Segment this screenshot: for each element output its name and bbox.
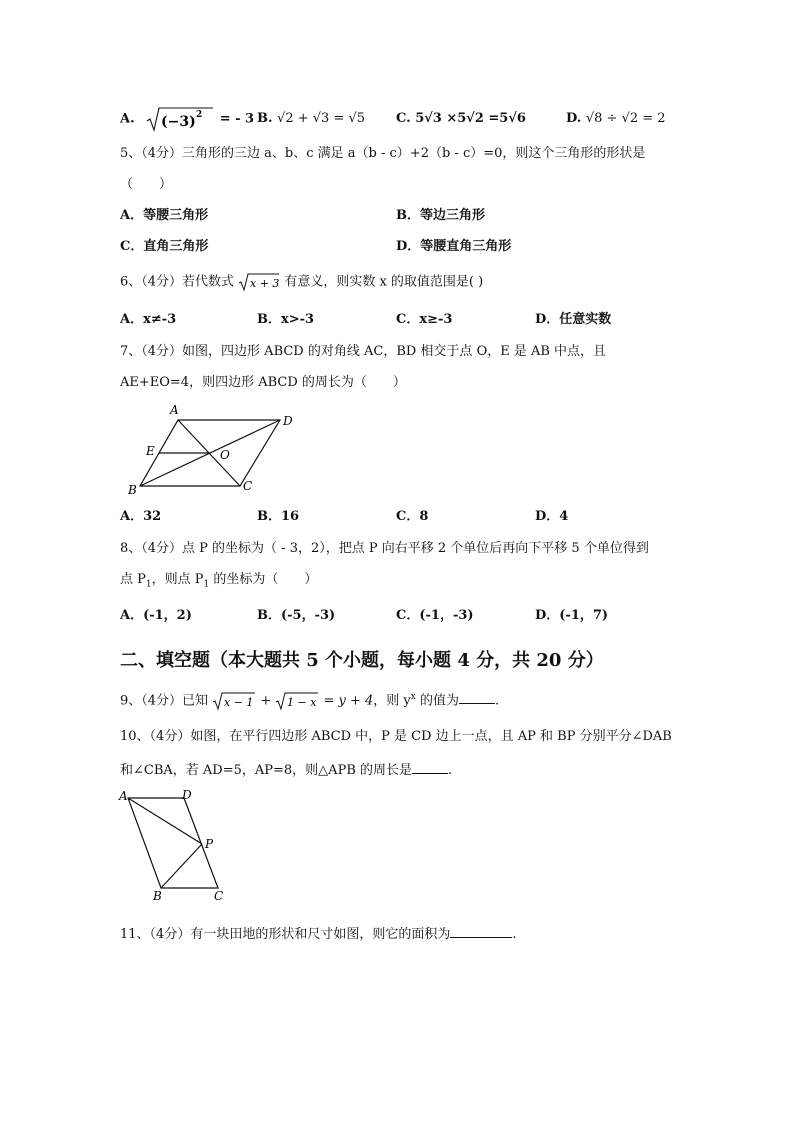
q7-label-a: A [170,403,179,417]
q8-option-c: C．(-1，-3) [396,608,474,623]
q9-eq: = y + 4 [319,693,374,709]
q10-label-b: B [153,889,162,903]
q7-label-c: C [243,479,253,493]
q8-option-d: D．(-1，7) [535,608,609,623]
q5-option-a: A．等腰三角形 [120,208,209,223]
q9-end: . [495,693,500,709]
q8-option-a: A．(-1，2) [120,608,192,623]
sqrt-x-plus-3 [238,272,280,292]
q10-label-a: A [119,789,128,803]
q4-c-label: C. [396,111,411,126]
q4-d-label: D. [566,111,582,126]
q11-end: . [512,927,517,942]
q10-end: . [448,763,453,778]
q6-option-c: C．x≥-3 [396,312,453,327]
q9-answer-blank[interactable] [459,690,495,704]
svg-text:(−3): (−3) [161,114,196,130]
q4-option-a [120,106,254,132]
q10-label-d: D [182,788,192,802]
sqrt-neg3-squared [145,106,215,132]
q9-stem [120,688,499,711]
q8-option-b: B．(-5，-3) [257,608,336,623]
q7-label-d: D [283,414,293,428]
q7-option-a: A．32 [120,509,162,524]
q7-stem-line2: AE+EO=4，则四边形 ABCD 的周长为（ ） [120,375,406,390]
q8-stem2-mid: ，则点 P [151,572,204,587]
q6-stem-post: 有意义，则实数 x 的取值范围是( ) [284,274,484,290]
q9-pre: 9、（4分）已知 [120,693,209,709]
q6-option-d: D．任意实数 [535,312,612,327]
q8-sub-1b: 1 [203,579,210,590]
q4-d-expr: √8 ÷ √2 = 2 [585,111,666,126]
q9-radicand-1: x − 1 [224,695,254,709]
q4-b-label: B. [257,111,273,126]
q10-answer-blank[interactable] [412,760,448,774]
q11-stem [120,924,516,944]
q7-option-b: B．16 [257,509,300,524]
q7-label-o: O [220,448,230,462]
q10-stem-line1: 10、（4分）如图，在平行四边形 ABCD 中，P 是 CD 边上一点，且 AP 和 BP 分别平分∠DAB [120,729,672,744]
q4-option-c [396,110,526,128]
q9-mid: ，则 y [373,693,411,709]
sqrt-x-minus-1 [212,691,256,711]
q5-option-b: B．等边三角形 [396,208,485,223]
section-2-title: 二、填空题（本大题共 5 个小题，每小题 4 分，共 20 分） [120,650,604,671]
q8-stem2-post: 的坐标为（ ） [209,572,318,587]
q9-radicand-2: 1 − x [287,695,317,709]
q6-option-a: A．x≠-3 [120,312,177,327]
q9-post: 的值为 [415,693,459,709]
q6-stem [120,272,483,292]
q9-plus: + [256,693,276,709]
q7-stem-line1: 7、（4分）如图，四边形 ABCD 的对角线 AC，BD 相交于点 O，E 是 AB 中点，且 [120,344,607,359]
q4-b-expr: √2 + √3 = √5 [277,111,366,126]
q8-stem-line2 [120,571,317,594]
q4-c-expr: 5√3 ×5√2 =5√6 [415,111,526,126]
q11-answer-blank[interactable] [450,924,512,938]
q4-a-label: A. [120,111,135,127]
q5-stem: 5、（4分）三角形的三边 a、b、c 满足 a（b - c）+2（b - c）=0，则这个三角形的形状是 [120,146,646,161]
sqrt-1-minus-x [275,691,319,711]
q4-option-d [566,110,666,128]
q10-stem-line2 [120,760,452,780]
q4-a-rhs: = - 3 [219,111,255,127]
q11-stem-text: 11、（4分）有一块田地的形状和尺寸如图，则它的面积为 [120,927,451,942]
q7-parallelogram-figure [120,398,310,500]
q6-option-b: B．x>-3 [257,312,315,327]
q5-option-d: D．等腰直角三角形 [396,239,512,254]
q7-label-e: E [146,444,155,458]
q8-stem-line1: 8、（4分）点 P 的坐标为（ - 3，2），把点 P 向右平移 2 个单位后再向下平移 5 个单位得到 [120,541,649,556]
q4-option-b [257,110,365,128]
q8-sub-1: 1 [145,579,152,590]
q10-label-c: C [214,889,224,903]
q6-stem-pre: 6、（4分）若代数式 [120,274,235,290]
q6-radicand: x + 3 [250,277,280,290]
q10-parallelogram-figure [116,786,236,906]
q5-option-c: C．直角三角形 [120,239,209,254]
q9-sup: x [410,692,416,702]
q7-option-d: D．4 [535,509,569,524]
q8-stem2-pre: 点 P [120,572,146,587]
q5-paren: （ ） [120,177,173,192]
q7-label-b: B [128,483,137,497]
q7-option-c: C．8 [396,509,429,524]
q10-stem2: 和∠CBA，若 AD=5，AP=8，则△APB 的周长是 [120,763,413,778]
q10-label-p: P [205,837,214,851]
svg-text:2: 2 [196,110,203,120]
